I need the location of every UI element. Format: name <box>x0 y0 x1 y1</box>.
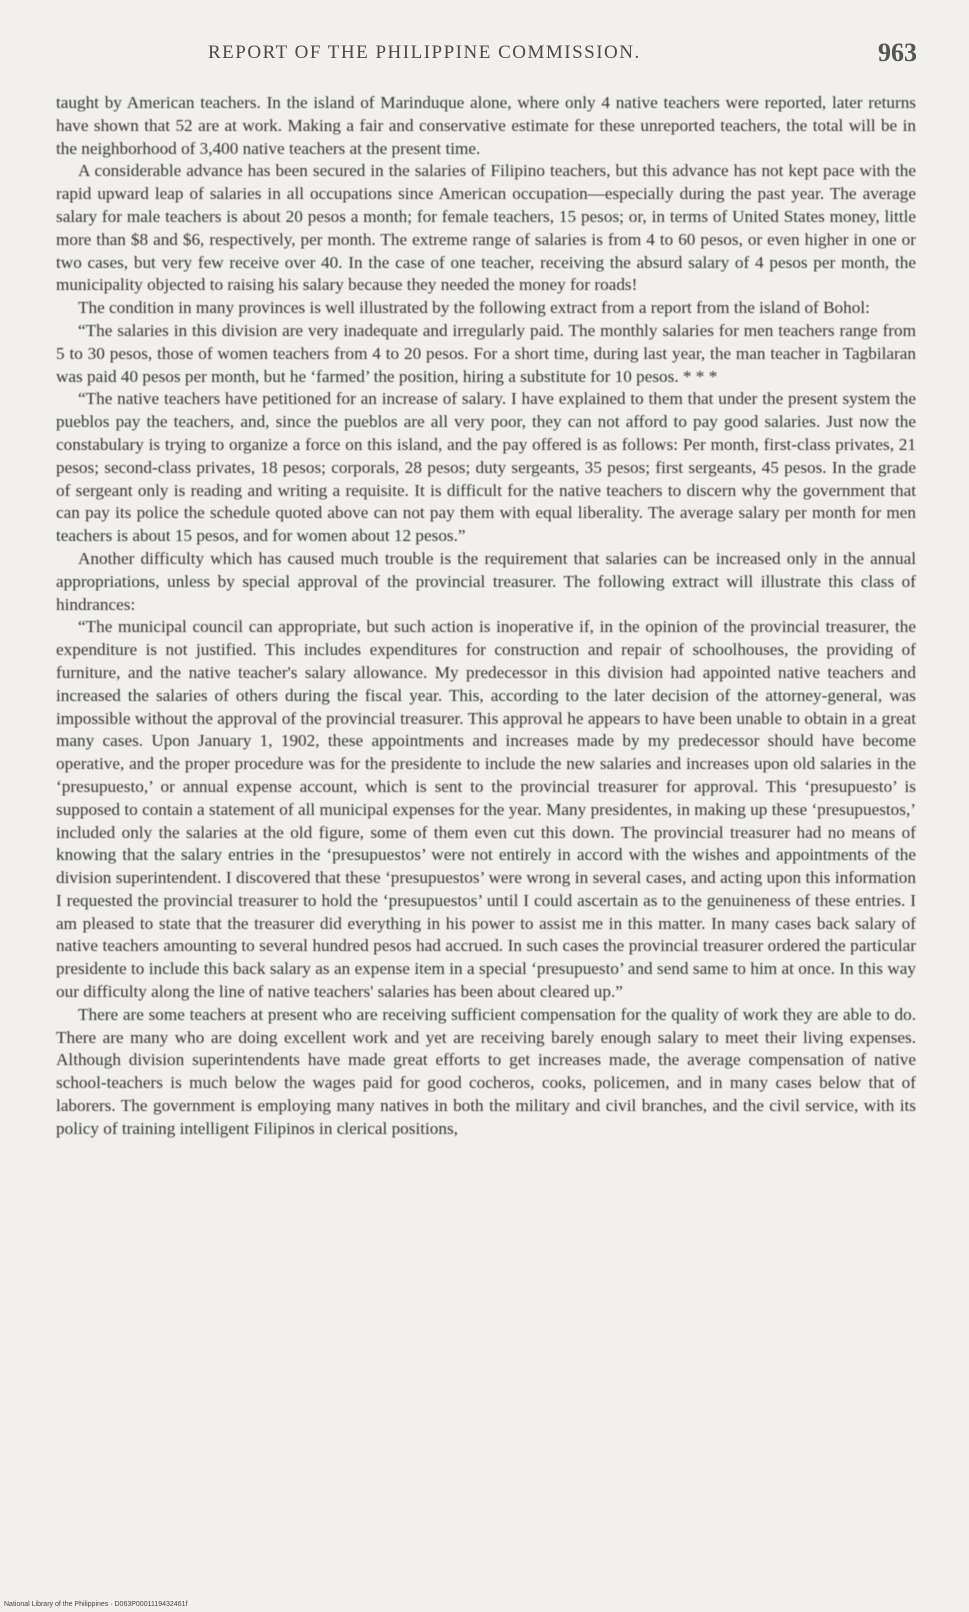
quoted-paragraph-3: “The municipal council can appropriate, but such action is inoperative if, in the opinion of the provincial treasurer, the expenditure is not justified. This includes expenditures for construction and repair of schoolhouses, the providing of furniture, and the native teacher's salary allowance. My predecessor in this division had appointed native teachers and increased the salaries of others during the fiscal year. This, according to the later decision of the attorney-general, was impossible without the approval of the provincial treasurer. This approval he appears to have been unable to obtain in a great many cases. Upon January 1, 1902, these appointments and increases made by my predecessor should have become operative, and the proper procedure was for the presidente to include the new salaries and increases upon old salaries in the ‘presupuesto,’ or annual expense account, which is sent to the provincial treasurer for approval. This ‘presupuesto’ is supposed to contain a statement of all municipal expenses for the year. Many presidentes, in making up these ‘presupuestos,’ included only the salaries at the old figure, some of them even cut this down. The provincial treasurer had no means of knowing that the salary entries in the ‘presupuestos’ were not entirely in accord with the wishes and appointments of the division superintendent. I discovered that these ‘presupuestos’ were wrong in several cases, and acting upon this information I requested the provincial treasurer to hold the ‘presupuestos’ until I could ascertain as to the genuineness of these entries. I am pleased to state that the treasurer did everything in his power to assist me in this matter. In many cases back salary of native teachers amounting to several hundred pesos had accrued. In such cases the provincial treasurer ordered the particular presidente to include this back salary as an expense item in a special ‘presupuesto’ and send same to him at once. In this way our difficulty along the line of native teachers' salaries has been about cleared up.” <box>56 617 916 1002</box>
page-number: 963 <box>878 38 917 67</box>
paragraph-4: Another difficulty which has caused much trouble is the requirement that salaries can be increased only in the annual appropriations, unless by special approval of the provincial treasurer. The following extract will illustrate this class of hindrances: <box>56 548 916 614</box>
paragraph-5: There are some teachers at present who are receiving sufficient compensation for the quality of work they are able to do. There are many who are doing excellent work and yet are receiving barely enough salary to meet their living expenses. Although division superintendents have made great efforts to get increases made, the average compensation of native school-teachers is much below the wages paid for good cocheros, cooks, policemen, and in many cases below that of laborers. The government is employing many natives in both the military and civil branches, and the civil service, with its policy of training intelligent Filipinos in clerical positions, <box>56 1004 916 1138</box>
library-credit: National Library of the Philippines · D063P0001119432461f <box>4 1601 188 1608</box>
body-text <box>56 92 916 1570</box>
paragraph-1: taught by American teachers. In the island of Marinduque alone, where only 4 native teachers were reported, later returns have shown that 52 are at work. Making a fair and conservative estimate for these unreported teachers, the total will be in the neighborhood of 3,400 native teachers at the present time. <box>56 93 916 158</box>
quoted-paragraph-2: “The native teachers have petitioned for an increase of salary. I have explained to them that under the present system the pueblos pay the teachers, and, since the pueblos are all very poor, they can not afford to pay good salaries. Just now the constabulary is trying to organize a force on this island, and the pay offered is as follows: Per month, first-class privates, 21 pesos; second-class privates, 18 pesos; corporals, 28 pesos; duty sergeants, 35 pesos; first sergeants, 45 pesos. In the grade of sergeant only is reading and writing a requisite. It is difficult for the native teachers to discern why the government that can pay its police the schedule quoted above can not pay them with equal liberality. The average salary per month for men teachers is about 15 pesos, and for women about 12 pesos.” <box>56 389 916 546</box>
running-title: REPORT OF THE PHILIPPINE COMMISSION. <box>208 42 641 63</box>
paragraph-2: A considerable advance has been secured in the salaries of Filipino teachers, but this advance has not kept pace with the rapid upward leap of salaries in all occupations since American occupation—especially during the past year. The average salary for male teachers is about 20 pesos a month; for female teachers, 15 pesos; or, in terms of United States money, little more than $8 and $6, respectively, per month. The extreme range of salaries is from 4 to 60 pesos, or even higher in one or two cases, but very few receive over 40. In the case of one teacher, receiving the absurd salary of 4 pesos per month, the municipality objected to raising his salary because they needed the money for roads! <box>56 161 916 295</box>
page-header <box>58 38 917 72</box>
quoted-paragraph-1: “The salaries in this division are very inadequate and irregularly paid. The monthly salaries for men teachers range from 5 to 30 pesos, those of women teachers from 4 to 20 pesos. For a short time, during last year, the man teacher in Tagbilaran was paid 40 pesos per month, but he ‘farmed’ the position, hiring a substitute for 10 pesos. * * * <box>56 320 916 386</box>
paragraph-3: The condition in many provinces is well illustrated by the following extract from a report from the island of Bohol: <box>78 298 870 318</box>
